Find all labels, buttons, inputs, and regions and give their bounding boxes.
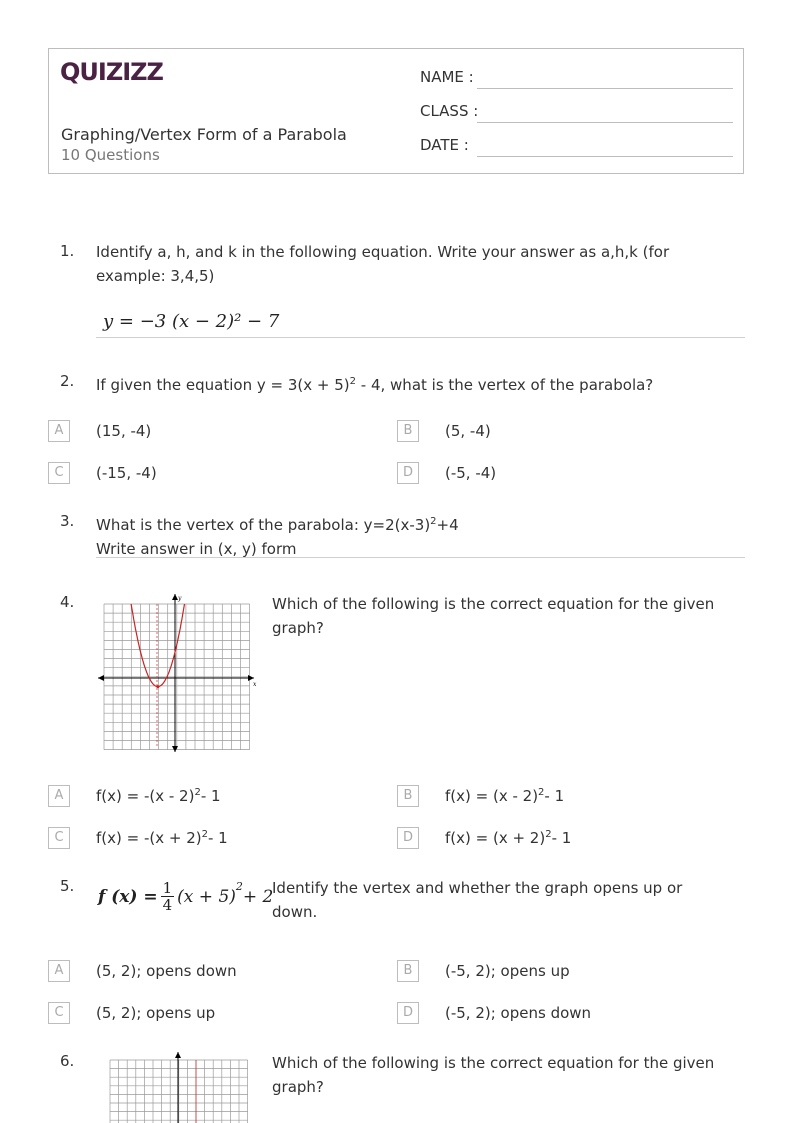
q5-equation: f (x) = $\frac{1}{4}$ (x + 5) $^2$ + 2 (98, 879, 274, 914)
question-text: If given the equation $y = 3(x + 5)^2 - 4$, what is the vertex of the parabola? (96, 376, 654, 394)
question-text: Which of the following is the correct equation for the given graph? (272, 595, 715, 637)
option-c-box[interactable]: C (48, 1002, 70, 1024)
class-label: CLASS : (420, 102, 479, 120)
option-c-text: $f(x) = -(x + 2)^2-$ 1 (96, 829, 228, 847)
y-axis-label: y (178, 595, 182, 602)
answer-line[interactable] (96, 557, 745, 558)
question-number: 3. (60, 512, 75, 530)
question-number: 1. (60, 242, 75, 260)
question-text: What is the vertex of the parabola: $y=2(x-3)^2+4$ Write answer in (x, y) form (96, 516, 459, 558)
option-b-text: (5, -4) (445, 422, 491, 440)
class-field[interactable] (477, 122, 733, 123)
option-a-box[interactable]: A (48, 960, 70, 982)
option-c-box[interactable]: C (48, 827, 70, 849)
option-b-box[interactable]: B (397, 420, 419, 442)
option-a-text: f(x) = -(x - 2)$^2$- 1 (96, 787, 221, 805)
question-text: Identify the vertex and whether the graph opens up or down. (272, 879, 683, 921)
option-a-text: (15, -4) (96, 422, 152, 440)
quizizz-logo: QUIZIZZ (60, 58, 163, 86)
name-field[interactable] (477, 88, 733, 89)
y-axis-arrow (175, 1052, 181, 1058)
question-text: Identify a, h, and k in the following equation. Write your answer as a,h,k (for example: 3,4,5) (96, 243, 670, 285)
question-count: 10 Questions (61, 146, 160, 164)
option-b-text: f(x) = (x - 2)$^2$- 1 (445, 787, 565, 805)
option-c-text: (-15, -4) (96, 464, 157, 482)
option-a-text: (5, 2); opens down (96, 962, 237, 980)
option-d-box[interactable]: D (397, 1002, 419, 1024)
option-d-box[interactable]: D (397, 462, 419, 484)
option-d-text: (-5, 2); opens down (445, 1004, 592, 1022)
option-d-box[interactable]: D (397, 827, 419, 849)
x-axis-arrow-left (98, 675, 104, 681)
option-d-text: (-5, -4) (445, 464, 497, 482)
question-number: 2. (60, 372, 75, 390)
question-text: Which of the following is the correct equation for the given graph? (272, 1054, 715, 1096)
option-b-box[interactable]: B (397, 785, 419, 807)
q6-parabola-graph (108, 1052, 248, 1123)
option-c-box[interactable]: C (48, 462, 70, 484)
option-a-box[interactable]: A (48, 785, 70, 807)
option-c-text: (5, 2); opens up (96, 1004, 216, 1022)
date-field[interactable] (477, 156, 733, 157)
question-number: 4. (60, 593, 75, 611)
x-axis-label: x (253, 681, 257, 688)
question-number: 6. (60, 1052, 75, 1070)
date-label: DATE : (420, 136, 469, 154)
q4-parabola-graph (94, 590, 260, 756)
question-number: 5. (60, 877, 75, 895)
q1-equation: y = −3 (x − 2)² − 7 (103, 311, 280, 332)
option-a-box[interactable]: A (48, 420, 70, 442)
name-label: NAME : (420, 68, 474, 86)
option-b-box[interactable]: B (397, 960, 419, 982)
option-b-text: (-5, 2); opens up (445, 962, 570, 980)
worksheet-title: Graphing/Vertex Form of a Parabola (61, 125, 347, 144)
answer-line[interactable] (96, 337, 745, 338)
vertex-point (156, 685, 159, 688)
option-d-text: $f(x) = (x + 2)^2-$ 1 (445, 829, 572, 847)
